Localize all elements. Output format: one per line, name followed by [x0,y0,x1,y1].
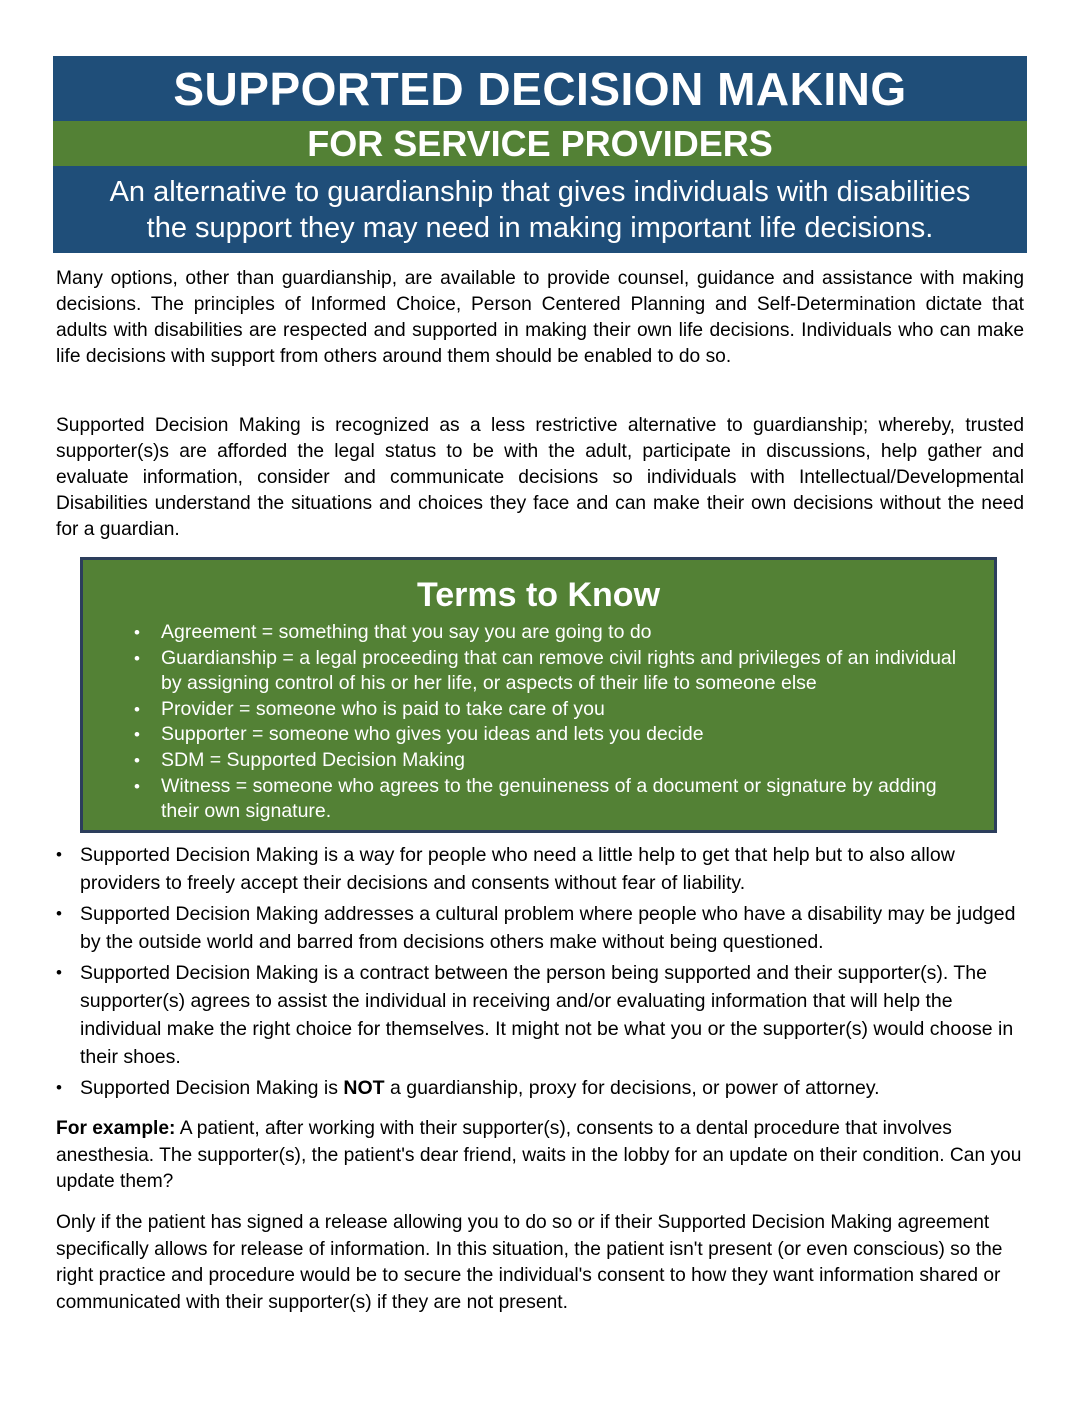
bullet-text: Supported Decision Making is a way for people who need a little help to get that help but to also allow providers to freely accept their decisions and consents without fear of liability. [80,844,955,894]
bullet-icon: • [134,699,140,719]
example-text: A patient, after working with their supporter(s), consents to a dental procedure that involves anesthesia. The supporter(s), the patient's dear friend, waits in the lobby for an update on their condition. Can you update them? [56,1118,1022,1192]
bullet-icon: • [134,776,140,796]
bullet-icon: • [56,963,62,982]
term-text: SDM = Supported Decision Making [161,748,466,771]
term-text: Supporter = someone who gives you ideas and lets you decide [161,723,704,746]
example-paragraph [56,1116,1024,1196]
bullet-text-end: a guardianship, proxy for decisions, or power of attorney. [384,1077,880,1099]
example-label: For example: [56,1118,176,1139]
term-item-witness [83,774,994,825]
bullet-icon: • [134,750,140,770]
term-item-sdm [83,748,994,774]
emphasis-not: NOT [343,1077,385,1099]
main-bullet-list [56,841,1024,1105]
bullet-icon: • [134,623,140,642]
term-text: Guardianship = a legal proceeding that can remove civil rights and privileges of an individual by assigning control of his or her life, or aspects of their life to someone else [161,646,957,695]
page-subtitle: FOR SERVICE PROVIDERS [307,122,773,164]
term-text: Witness = someone who agrees to the genuineness of a document or signature by adding their own signature. [161,774,937,823]
list-item [56,900,1024,956]
release-paragraph: Only if the patient has signed a release allowing you to do so or if their Supported Decision Making agreement specifically allows for release of information. In this situation, the patient isn't present (or even conscious) so the right practice and procedure would be to secure the individual's consent to how they want information shared or communicated with their supporter(s) if they are not present. [56,1212,1003,1313]
subtitle-bar [53,121,1027,166]
bullet-text: Supported Decision Making is a contract between the person being supported and their supporter(s). The supporter(s) agrees to assist the individual in receiving and/or evaluating information that will help the individual make the right choice for themselves. It might not be what you or the supporter(s) would choose in their shoes. [80,962,1014,1068]
tagline-bar [53,166,1027,253]
term-item-guardianship [83,646,994,697]
term-text: Agreement = something that you say you are going to do [161,621,652,643]
tagline-line-2: the support they may need in making important life decisions. [146,211,934,244]
bullet-icon: • [56,904,62,923]
title-bar [53,56,1027,121]
list-item [56,841,1024,897]
header-banner [53,56,1027,253]
bullet-icon: • [134,648,140,668]
bullet-icon: • [134,725,140,745]
bullet-text-start: Supported Decision Making is [80,1077,344,1099]
list-item [56,959,1024,1071]
term-item-provider [83,697,994,723]
tagline [110,174,971,246]
intro-paragraph-2: Supported Decision Making is recognized as a less restrictive alternative to guardianship; whereby, trusted supporter(s)s are afforded the legal status to be with the adult, participate in discussions, help gather and evaluate information, consider and communicate decisions so individuals with Intellectual/Developmental Disabilities understand the situations and choices they face and can make their own decisions without the need for a guardian. [56,415,1024,540]
tagline-line-1: An alternative to guardianship that gives individuals with disabilities [109,175,971,208]
term-item-supporter [83,722,994,748]
terms-title: Terms to Know [416,576,661,614]
bullet-text: Supported Decision Making addresses a cultural problem where people who have a disability may be judged by the outside world and barred from decisions others make without being questioned. [80,903,1016,953]
term-text: Provider = someone who is paid to take care of you [161,697,605,720]
intro-paragraph-1: Many options, other than guardianship, are available to provide counsel, guidance and assistance with making decisions. The principles of Informed Choice, Person Centered Planning and Self-Determination dictate that adults with disabilities are respected and supported in making their own life decisions. Individuals who can make life decisions with support from others around them should be enabled to do so. [56,268,1024,367]
bullet-icon: • [56,1078,62,1097]
list-item [56,1074,1024,1102]
bullet-icon: • [56,845,62,864]
page-title: SUPPORTED DECISION MAKING [173,62,907,115]
term-item-agreement [83,620,994,646]
terms-list [83,612,994,825]
terms-to-know-box [80,557,997,833]
